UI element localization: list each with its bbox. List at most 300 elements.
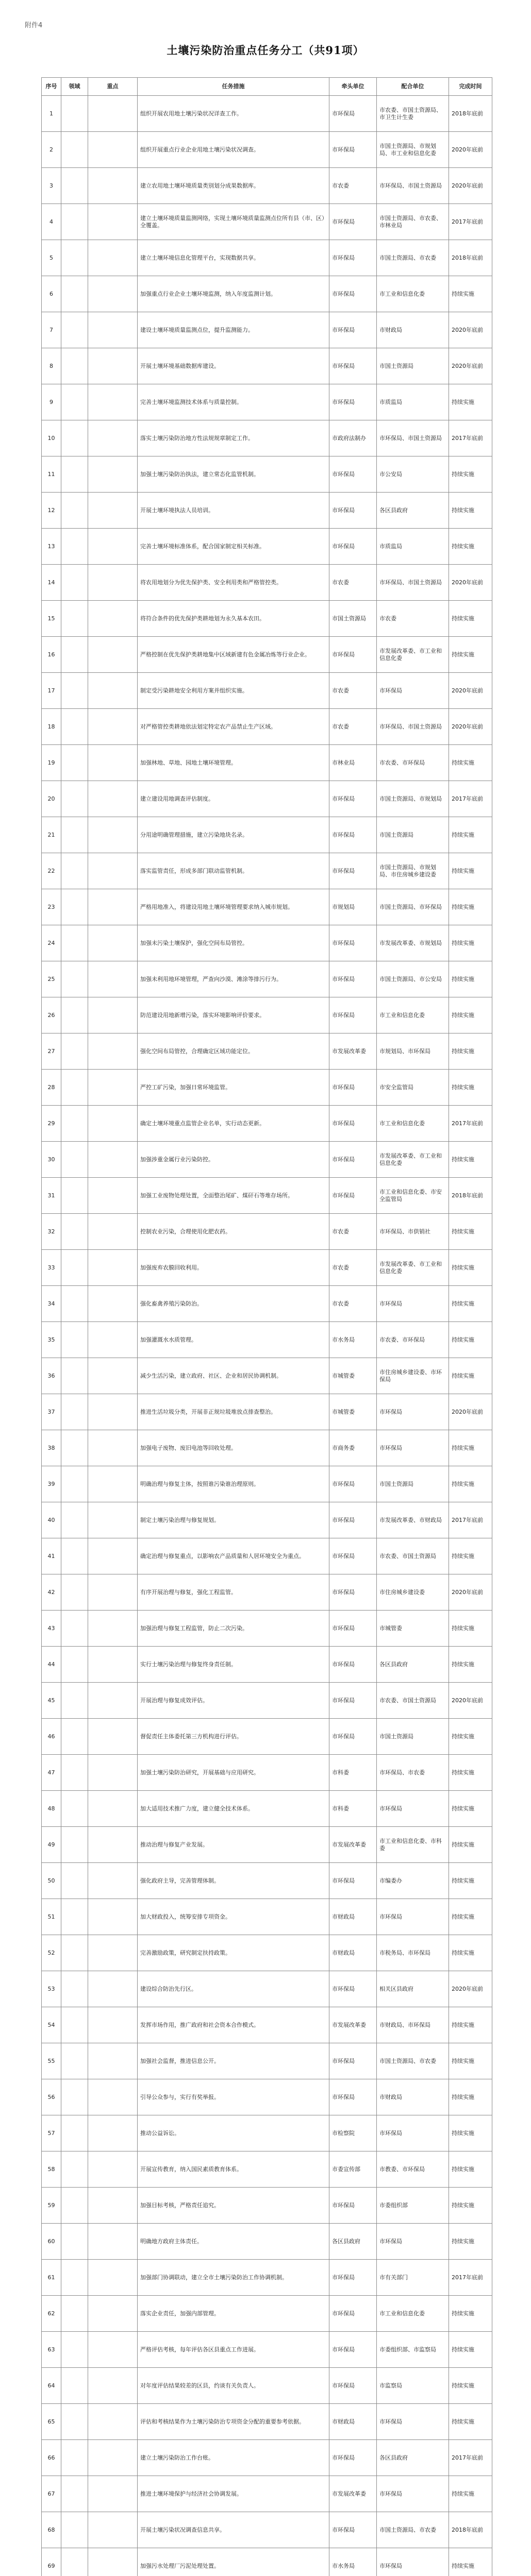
cell-lead: 市环保局 [329,925,377,961]
cell-no: 65 [42,2404,61,2440]
cell-task: 分用途明确管理措施，建立污染地块名录。 [138,817,329,853]
cell-coop: 市国土资源局、市环保局 [377,889,449,925]
cell-coop: 市委组织部 [377,2188,449,2224]
cell-task: 加强电子废物、废旧电池等回收处理。 [138,1430,329,1466]
cell-lead: 市环保局 [329,204,377,240]
cell-time: 持续实施 [449,1719,492,1755]
cell-task: 加强废弃农膜回收利用。 [138,1250,329,1286]
cell-no: 43 [42,1611,61,1647]
table-row [42,2476,492,2512]
cell-item [88,1142,138,1178]
cell-task: 加大适用技术推广力度，建立健全技术体系。 [138,1791,329,1827]
cell-time: 2020年底前 [449,565,492,601]
cell-no: 44 [42,1647,61,1683]
table-row [42,312,492,348]
header-item: 重点 [88,78,138,96]
cell-time: 2018年底前 [449,1178,492,1214]
cell-coop: 市工业和信息化委、市安全监管局 [377,1178,449,1214]
table-row [42,1755,492,1791]
cell-item [88,348,138,384]
cell-coop: 市环保局 [377,1791,449,1827]
table-row [42,168,492,204]
cell-coop: 各区县政府 [377,493,449,529]
table-body [42,96,492,2576]
cell-no: 57 [42,2115,61,2151]
cell-item [88,2260,138,2296]
cell-coop: 市城管委 [377,1611,449,1647]
cell-no: 31 [42,1178,61,1214]
header-time: 完成时间 [449,78,492,96]
cell-lead: 市财政局 [329,1935,377,1971]
cell-no: 46 [42,1719,61,1755]
cell-area [61,96,88,132]
cell-coop: 市环保局、市国土资源局 [377,168,449,204]
table-row [42,817,492,853]
cell-area [61,997,88,1033]
cell-item [88,2079,138,2115]
cell-lead: 市农委 [329,1250,377,1286]
cell-area [61,1358,88,1394]
cell-item [88,1070,138,1106]
cell-area [61,565,88,601]
cell-item [88,1611,138,1647]
cell-time: 2020年底前 [449,132,492,168]
cell-no: 38 [42,1430,61,1466]
cell-item [88,168,138,204]
cell-item [88,2440,138,2476]
cell-task: 加强目标考核，严格责任追究。 [138,2188,329,2224]
cell-time: 持续实施 [449,1647,492,1683]
cell-coop: 市国土资源局 [377,348,449,384]
cell-no: 56 [42,2079,61,2115]
cell-lead: 市环保局 [329,1178,377,1214]
cell-lead: 市财政局 [329,2404,377,2440]
cell-no: 64 [42,2368,61,2404]
cell-task: 加强部门协调联动，建立全市土壤污染防治工作协调机制。 [138,2260,329,2296]
cell-coop: 市环保局 [377,2224,449,2260]
cell-lead: 市环保局 [329,1719,377,1755]
cell-area [61,2548,88,2576]
table-row [42,2151,492,2188]
cell-lead: 市农委 [329,1214,377,1250]
cell-item [88,529,138,565]
cell-task: 完善土壤环境监测技术体系与质量控制。 [138,384,329,420]
cell-task: 组织开展农用地土壤污染状况详查工作。 [138,96,329,132]
cell-item [88,673,138,709]
cell-item [88,1538,138,1574]
cell-lead: 各区县政府 [329,2224,377,2260]
cell-area [61,2332,88,2368]
cell-task: 将农用地划分为优先保护类、安全利用类和严格管控类。 [138,565,329,601]
cell-lead: 市水务局 [329,1322,377,1358]
cell-coop: 市工业和信息化委、市科委 [377,1827,449,1863]
cell-area [61,348,88,384]
cell-lead: 市环保局 [329,1611,377,1647]
table-row [42,2224,492,2260]
cell-coop: 市发展改革委、市工业和信息化委 [377,1250,449,1286]
cell-time: 2020年底前 [449,168,492,204]
cell-no: 67 [42,2476,61,2512]
cell-time: 持续实施 [449,1250,492,1286]
cell-time: 持续实施 [449,1755,492,1791]
cell-item [88,276,138,312]
cell-lead: 市发展改革委 [329,2007,377,2043]
cell-lead: 市环保局 [329,1647,377,1683]
cell-lead: 市环保局 [329,1683,377,1719]
table-row [42,384,492,420]
cell-area [61,1430,88,1466]
cell-task: 推动公益诉讼。 [138,2115,329,2151]
cell-coop: 市环保局 [377,2476,449,2512]
cell-lead: 市环保局 [329,348,377,384]
cell-time: 2020年底前 [449,312,492,348]
cell-time: 持续实施 [449,2115,492,2151]
cell-no: 12 [42,493,61,529]
table-header-row [42,78,492,96]
cell-time: 持续实施 [449,493,492,529]
cell-area [61,1683,88,1719]
cell-no: 32 [42,1214,61,1250]
cell-time: 持续实施 [449,2548,492,2576]
cell-coop: 市环保局、市农委 [377,1755,449,1791]
cell-task: 开展土壤污染状况调查信息共享。 [138,2512,329,2548]
cell-coop: 市质监局 [377,384,449,420]
cell-no: 19 [42,745,61,781]
cell-area [61,312,88,348]
table-row [42,889,492,925]
cell-time: 持续实施 [449,1358,492,1394]
cell-time: 持续实施 [449,1935,492,1971]
cell-area [61,745,88,781]
cell-item [88,240,138,276]
cell-item [88,2368,138,2404]
table-row [42,997,492,1033]
cell-time: 2020年底前 [449,1683,492,1719]
table-row [42,1538,492,1574]
table-row [42,2548,492,2576]
cell-item [88,781,138,817]
cell-lead: 市规划局 [329,889,377,925]
cell-task: 开展土壤环境基础数据库建设。 [138,348,329,384]
cell-task: 加强工业废物处理处置，全面整治尾矿、煤矸石等堆存场所。 [138,1178,329,1214]
table-row [42,1394,492,1430]
cell-coop: 市环保局 [377,1286,449,1322]
cell-lead: 市环保局 [329,1466,377,1502]
cell-task: 对年度评估结果较差的区县，约谈有关负责人。 [138,2368,329,2404]
cell-coop: 市发展改革委、市规划局 [377,925,449,961]
cell-task: 推动治理与修复产业发展。 [138,1827,329,1863]
cell-item [88,1286,138,1322]
cell-area [61,1070,88,1106]
cell-item [88,1935,138,1971]
table-row [42,456,492,493]
cell-coop: 市税务局、市环保局 [377,1935,449,1971]
table-row [42,1647,492,1683]
cell-coop: 市财政局 [377,2079,449,2115]
cell-item [88,1430,138,1466]
cell-no: 16 [42,637,61,673]
cell-item [88,1033,138,1070]
table-row [42,96,492,132]
cell-item [88,1971,138,2007]
cell-task: 加强土壤污染防治研究，开展基础与应用研究。 [138,1755,329,1791]
header-coop: 配合单位 [377,78,449,96]
cell-no: 52 [42,1935,61,1971]
cell-item [88,2548,138,2576]
cell-lead: 市发展改革委 [329,1827,377,1863]
cell-time: 2017年底前 [449,781,492,817]
cell-task: 对严格管控类耕地依法划定特定农产品禁止生产区域。 [138,709,329,745]
cell-no: 59 [42,2188,61,2224]
cell-time: 持续实施 [449,1214,492,1250]
table-row [42,781,492,817]
cell-item [88,853,138,889]
cell-no: 39 [42,1466,61,1502]
cell-item [88,817,138,853]
cell-lead: 市国土资源局 [329,601,377,637]
cell-time: 2018年底前 [449,240,492,276]
cell-task: 严格控制在优先保护类耕地集中区域新建有色金属冶炼等行业企业。 [138,637,329,673]
cell-lead: 市环保局 [329,961,377,997]
cell-no: 50 [42,1863,61,1899]
cell-no: 27 [42,1033,61,1070]
cell-item [88,889,138,925]
cell-area [61,1250,88,1286]
cell-time: 持续实施 [449,817,492,853]
table-row [42,2368,492,2404]
cell-coop: 市发展改革委、市财政局 [377,1502,449,1538]
cell-item [88,2332,138,2368]
cell-item [88,2224,138,2260]
cell-no: 63 [42,2332,61,2368]
cell-lead: 市财政局 [329,1899,377,1935]
cell-no: 23 [42,889,61,925]
cell-lead: 市水务局 [329,2548,377,2576]
cell-area [61,1827,88,1863]
table-row [42,1466,492,1502]
cell-item [88,2476,138,2512]
cell-lead: 市发展改革委 [329,2476,377,2512]
cell-lead: 市检察院 [329,2115,377,2151]
table-row [42,1178,492,1214]
cell-coop: 市农委、市环保局 [377,745,449,781]
table-row [42,1611,492,1647]
cell-time: 2020年底前 [449,1574,492,1611]
table-row [42,673,492,709]
cell-coop: 市国土资源局 [377,1466,449,1502]
cell-no: 61 [42,2260,61,2296]
cell-no: 13 [42,529,61,565]
table-row [42,2260,492,2296]
cell-area [61,2440,88,2476]
cell-item [88,456,138,493]
cell-task: 制定受污染耕地安全利用方案并组织实施。 [138,673,329,709]
cell-item [88,1502,138,1538]
cell-lead: 市城管委 [329,1394,377,1430]
cell-no: 10 [42,420,61,456]
cell-area [61,1033,88,1070]
cell-item [88,384,138,420]
cell-time: 持续实施 [449,1611,492,1647]
cell-no: 40 [42,1502,61,1538]
cell-area [61,2043,88,2079]
cell-coop: 市国土资源局 [377,817,449,853]
cell-time: 持续实施 [449,2079,492,2115]
cell-lead: 市环保局 [329,997,377,1033]
cell-item [88,1214,138,1250]
cell-task: 建立建设用地调查评估制度。 [138,781,329,817]
table-row [42,2404,492,2440]
cell-time: 2017年底前 [449,2260,492,2296]
cell-lead: 市环保局 [329,384,377,420]
cell-area [61,2151,88,2188]
table-row [42,132,492,168]
cell-coop: 市环保局、市国土资源局 [377,709,449,745]
cell-area [61,2404,88,2440]
cell-item [88,420,138,456]
table-row [42,601,492,637]
cell-time: 持续实施 [449,853,492,889]
cell-coop: 市工业和信息化委 [377,997,449,1033]
cell-lead: 市环保局 [329,1142,377,1178]
cell-item [88,1178,138,1214]
cell-coop: 市国土资源局、市农委、市林业局 [377,204,449,240]
cell-area [61,1142,88,1178]
cell-coop: 市规划局、市环保局 [377,1033,449,1070]
cell-task: 强化畜禽养殖污染防治。 [138,1286,329,1322]
cell-item [88,1719,138,1755]
cell-task: 建立农用地土壤环境质量类别划分成果数据库。 [138,168,329,204]
cell-task: 严格评估考核，每年评估各区县重点工作进展。 [138,2332,329,2368]
cell-lead: 市环保局 [329,493,377,529]
cell-time: 持续实施 [449,2332,492,2368]
cell-lead: 市环保局 [329,456,377,493]
header-task: 任务措施 [138,78,329,96]
cell-area [61,925,88,961]
cell-area [61,1394,88,1430]
cell-task: 加强治理与修复工程监管，防止二次污染。 [138,1611,329,1647]
cell-lead: 市环保局 [329,781,377,817]
cell-time: 持续实施 [449,1791,492,1827]
cell-no: 45 [42,1683,61,1719]
cell-area [61,1214,88,1250]
cell-item [88,1466,138,1502]
cell-time: 持续实施 [449,961,492,997]
cell-task: 建立土壤污染防治工作台账。 [138,2440,329,2476]
cell-item [88,1683,138,1719]
attachment-label: 附件4 [25,22,43,29]
cell-coop: 市住房城乡建设委 [377,1574,449,1611]
cell-no: 30 [42,1142,61,1178]
cell-lead: 市环保局 [329,2296,377,2332]
cell-lead: 市环保局 [329,1538,377,1574]
cell-no: 53 [42,1971,61,2007]
cell-lead: 市环保局 [329,817,377,853]
cell-lead: 市环保局 [329,2260,377,2296]
cell-lead: 市环保局 [329,1971,377,2007]
cell-no: 20 [42,781,61,817]
cell-area [61,1178,88,1214]
cell-time: 持续实施 [449,637,492,673]
cell-time: 持续实施 [449,2007,492,2043]
cell-coop: 市环保局 [377,2115,449,2151]
task-table [41,77,492,2576]
cell-area [61,1106,88,1142]
page-title: 土壤污染防治重点任务分工（共91项） [167,44,364,57]
cell-coop: 市国土资源局、市公安局 [377,961,449,997]
cell-no: 51 [42,1899,61,1935]
cell-item [88,745,138,781]
cell-time: 持续实施 [449,1863,492,1899]
cell-item [88,709,138,745]
cell-no: 8 [42,348,61,384]
cell-area [61,2296,88,2332]
cell-no: 36 [42,1358,61,1394]
cell-time: 2020年底前 [449,673,492,709]
cell-time: 持续实施 [449,1899,492,1935]
table-row [42,2188,492,2224]
cell-task: 确定土壤环境重点监管企业名单，实行动态更新。 [138,1106,329,1142]
cell-area [61,1322,88,1358]
cell-time: 持续实施 [449,2151,492,2188]
table-row [42,1899,492,1935]
cell-item [88,997,138,1033]
table-row [42,2007,492,2043]
cell-time: 2018年底前 [449,96,492,132]
cell-lead: 市城管委 [329,1358,377,1394]
cell-task: 加强土壤污染防治执法，建立常态化监管机制。 [138,456,329,493]
header-lead: 牵头单位 [329,78,377,96]
cell-time: 持续实施 [449,2043,492,2079]
cell-no: 37 [42,1394,61,1430]
cell-task: 引导公众参与，实行有奖举报。 [138,2079,329,2115]
table-row [42,1719,492,1755]
cell-area [61,1863,88,1899]
cell-no: 54 [42,2007,61,2043]
cell-area [61,240,88,276]
cell-lead: 市环保局 [329,96,377,132]
cell-task: 减少生活污染，建立政府、社区、企业和居民协调机制。 [138,1358,329,1394]
cell-lead: 市农委 [329,565,377,601]
cell-no: 66 [42,2440,61,2476]
cell-task: 加强社会监督，推进信息公开。 [138,2043,329,2079]
cell-no: 21 [42,817,61,853]
cell-area [61,204,88,240]
table-row [42,529,492,565]
table-row [42,204,492,240]
table-row [42,2512,492,2548]
cell-no: 42 [42,1574,61,1611]
cell-item [88,132,138,168]
cell-lead: 市农委 [329,709,377,745]
cell-no: 15 [42,601,61,637]
cell-area [61,781,88,817]
cell-area [61,2079,88,2115]
cell-item [88,312,138,348]
table-row [42,1935,492,1971]
cell-no: 9 [42,384,61,420]
cell-lead: 市林业局 [329,745,377,781]
cell-time: 持续实施 [449,997,492,1033]
cell-area [61,2512,88,2548]
cell-area [61,384,88,420]
cell-coop: 相关区县政府 [377,1971,449,2007]
cell-no: 34 [42,1286,61,1322]
cell-time: 2017年底前 [449,2440,492,2476]
table-row [42,493,492,529]
cell-no: 55 [42,2043,61,2079]
cell-time: 持续实施 [449,1538,492,1574]
